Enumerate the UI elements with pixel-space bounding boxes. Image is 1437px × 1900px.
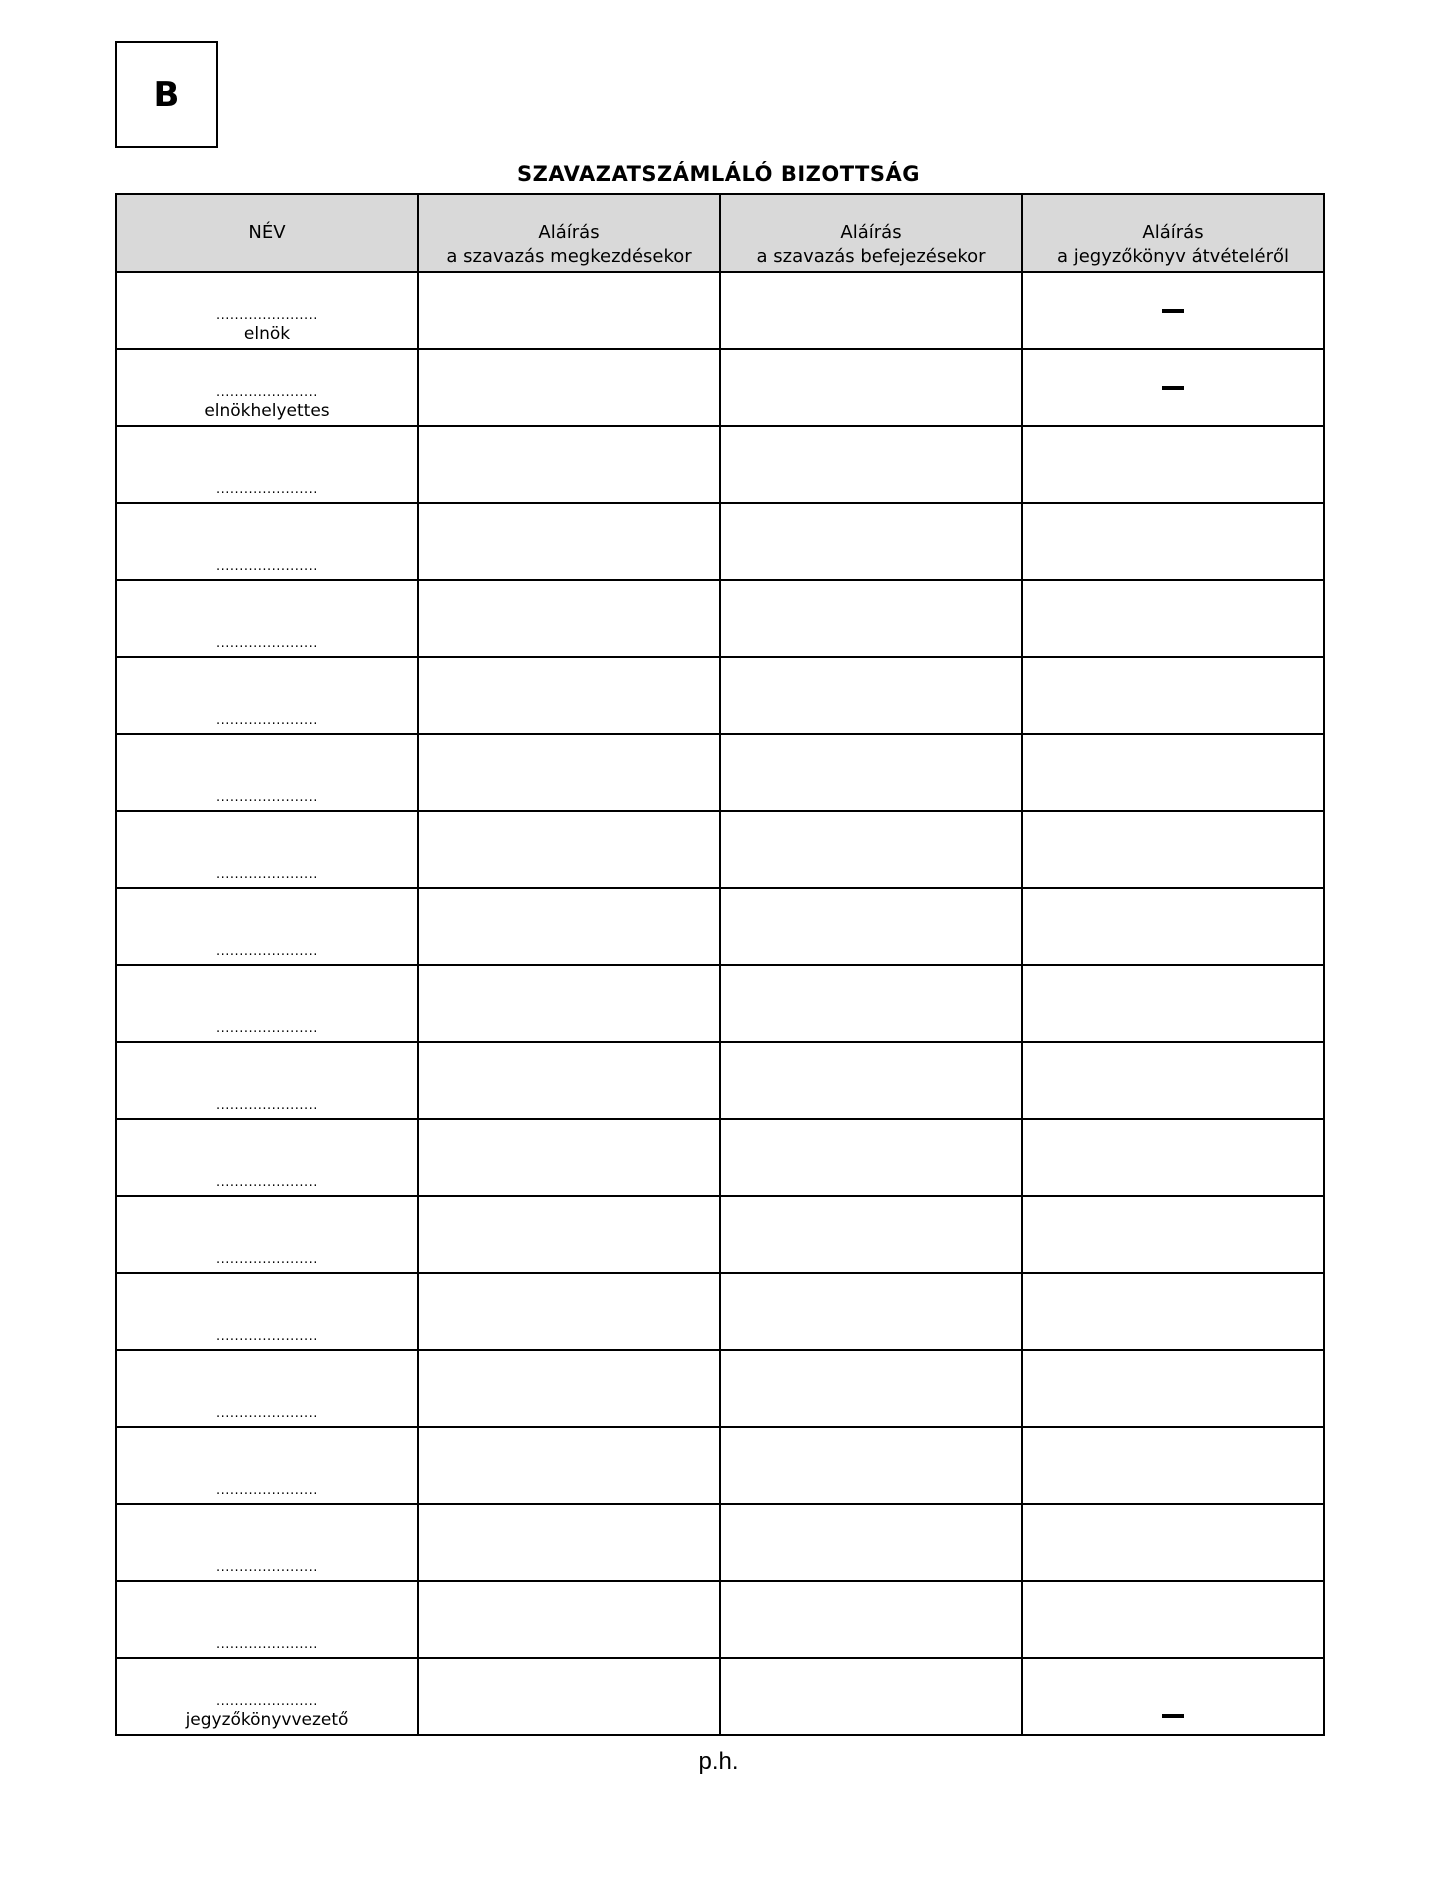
end-signature-cell[interactable] <box>720 580 1022 657</box>
name-cell-content <box>117 1406 417 1426</box>
start-signature-cell[interactable] <box>418 1273 720 1350</box>
name-cell-content <box>117 1483 417 1503</box>
name-cell[interactable] <box>116 1658 418 1735</box>
table-row <box>116 1350 1324 1427</box>
name-dotted-line: ...................... <box>216 1329 318 1344</box>
table-row <box>116 1427 1324 1504</box>
form-letter: B <box>153 74 180 115</box>
end-signature-cell[interactable] <box>720 1196 1022 1273</box>
table-row <box>116 1658 1324 1735</box>
form-letter-box <box>115 41 218 148</box>
name-dotted-line: ...................... <box>216 944 318 959</box>
name-cell-content <box>117 636 417 656</box>
name-cell-content <box>117 1098 417 1118</box>
end-signature-cell[interactable] <box>720 1504 1022 1581</box>
table-row <box>116 1581 1324 1658</box>
end-signature-cell[interactable] <box>720 1581 1022 1658</box>
name-dotted-line: ...................... <box>216 790 318 805</box>
table-row <box>116 811 1324 888</box>
table-row <box>116 1273 1324 1350</box>
name-cell-content <box>117 1329 417 1349</box>
name-cell[interactable] <box>116 657 418 734</box>
name-dotted-line: ...................... <box>216 482 318 497</box>
column-header-line2: a szavazás befejezésekor <box>756 246 986 267</box>
name-dotted-line: ...................... <box>216 1694 318 1709</box>
name-dotted-line: ...................... <box>216 1406 318 1421</box>
table-row <box>116 1504 1324 1581</box>
receipt-signature-cell[interactable] <box>1022 1119 1324 1196</box>
table-row <box>116 965 1324 1042</box>
name-cell[interactable] <box>116 580 418 657</box>
end-signature-cell[interactable] <box>720 657 1022 734</box>
receipt-signature-cell[interactable] <box>1022 1042 1324 1119</box>
receipt-signature-cell[interactable] <box>1022 349 1324 426</box>
end-signature-cell[interactable] <box>720 1042 1022 1119</box>
end-signature-cell[interactable] <box>720 503 1022 580</box>
start-signature-cell[interactable] <box>418 734 720 811</box>
name-dotted-line: ...................... <box>216 867 318 882</box>
table-body <box>116 272 1324 1735</box>
name-cell[interactable] <box>116 1581 418 1658</box>
receipt-signature-cell[interactable] <box>1022 503 1324 580</box>
table-header-row <box>116 194 1324 272</box>
start-signature-cell[interactable] <box>418 349 720 426</box>
role-label: jegyzőkönyvvezető <box>185 1710 349 1730</box>
receipt-signature-cell[interactable] <box>1022 811 1324 888</box>
name-dotted-line: ...................... <box>216 1637 318 1652</box>
table-row <box>116 1196 1324 1273</box>
table-row <box>116 503 1324 580</box>
name-dotted-line: ...................... <box>216 559 318 574</box>
name-cell-content <box>117 790 417 810</box>
name-cell[interactable] <box>116 1504 418 1581</box>
name-cell-content <box>117 867 417 887</box>
start-signature-cell[interactable] <box>418 1581 720 1658</box>
receipt-signature-cell[interactable] <box>1022 1196 1324 1273</box>
receipt-signature-cell[interactable] <box>1022 1658 1324 1735</box>
start-signature-cell[interactable] <box>418 1658 720 1735</box>
table-row <box>116 888 1324 965</box>
start-signature-cell[interactable] <box>418 580 720 657</box>
name-cell-content <box>117 713 417 733</box>
role-label: elnök <box>243 324 291 344</box>
column-header-start-signature <box>418 194 720 272</box>
end-signature-cell[interactable] <box>720 1658 1022 1735</box>
start-signature-cell[interactable] <box>418 1504 720 1581</box>
table-row <box>116 734 1324 811</box>
start-signature-cell[interactable] <box>418 1350 720 1427</box>
committee-signature-table <box>115 193 1325 1736</box>
name-cell-content <box>117 308 417 348</box>
start-signature-cell[interactable] <box>418 965 720 1042</box>
page-title: SZAVAZATSZÁMLÁLÓ BIZOTTSÁG <box>516 162 920 186</box>
receipt-signature-cell[interactable] <box>1022 1504 1324 1581</box>
name-cell[interactable] <box>116 503 418 580</box>
start-signature-cell[interactable] <box>418 1196 720 1273</box>
end-signature-cell[interactable] <box>720 1119 1022 1196</box>
start-signature-cell[interactable] <box>418 811 720 888</box>
name-cell[interactable] <box>116 811 418 888</box>
name-cell-content <box>117 1175 417 1195</box>
name-cell[interactable] <box>116 965 418 1042</box>
receipt-signature-cell[interactable] <box>1022 1350 1324 1427</box>
name-cell[interactable] <box>116 272 418 349</box>
end-signature-cell[interactable] <box>720 888 1022 965</box>
name-dotted-line: ...................... <box>216 1175 318 1190</box>
table-row <box>116 349 1324 426</box>
end-signature-cell[interactable] <box>720 1273 1022 1350</box>
name-dotted-line: ...................... <box>216 385 318 400</box>
receipt-signature-cell[interactable] <box>1022 580 1324 657</box>
name-cell-content <box>117 1637 417 1657</box>
end-signature-cell[interactable] <box>720 811 1022 888</box>
name-cell[interactable] <box>116 1427 418 1504</box>
table-row <box>116 1119 1324 1196</box>
receipt-signature-cell[interactable] <box>1022 734 1324 811</box>
name-cell[interactable] <box>116 426 418 503</box>
name-cell-content <box>117 1694 417 1734</box>
name-dotted-line: ...................... <box>216 1252 318 1267</box>
column-header-line2: a szavazás megkezdésekor <box>446 246 692 267</box>
end-signature-cell[interactable] <box>720 349 1022 426</box>
start-signature-cell[interactable] <box>418 1042 720 1119</box>
dash-mark <box>1162 1714 1184 1718</box>
role-label: elnökhelyettes <box>204 401 330 421</box>
name-dotted-line: ...................... <box>216 1098 318 1113</box>
start-signature-cell[interactable] <box>418 1119 720 1196</box>
dash-mark <box>1162 386 1184 390</box>
name-cell-content <box>117 1021 417 1041</box>
table-row <box>116 426 1324 503</box>
start-signature-cell[interactable] <box>418 657 720 734</box>
table-row <box>116 272 1324 349</box>
name-cell-content <box>117 944 417 964</box>
start-signature-cell[interactable] <box>418 888 720 965</box>
receipt-signature-cell[interactable] <box>1022 1427 1324 1504</box>
column-header-name <box>116 194 418 272</box>
table-row <box>116 580 1324 657</box>
receipt-signature-cell[interactable] <box>1022 272 1324 349</box>
end-signature-cell[interactable] <box>720 734 1022 811</box>
start-signature-cell[interactable] <box>418 426 720 503</box>
name-cell-content <box>117 559 417 579</box>
name-cell-content <box>117 1252 417 1272</box>
table-row <box>116 1042 1324 1119</box>
name-dotted-line: ...................... <box>216 713 318 728</box>
name-cell-content <box>117 1560 417 1580</box>
receipt-signature-cell[interactable] <box>1022 888 1324 965</box>
name-dotted-line: ...................... <box>216 1560 318 1575</box>
receipt-signature-cell[interactable] <box>1022 426 1324 503</box>
name-dotted-line: ...................... <box>216 1483 318 1498</box>
name-cell[interactable] <box>116 349 418 426</box>
start-signature-cell[interactable] <box>418 503 720 580</box>
receipt-signature-cell[interactable] <box>1022 1581 1324 1658</box>
name-dotted-line: ...................... <box>216 636 318 651</box>
dash-mark <box>1162 309 1184 313</box>
column-header-line1: NÉV <box>248 222 286 243</box>
receipt-signature-cell[interactable] <box>1022 1273 1324 1350</box>
name-cell-content <box>117 385 417 425</box>
column-header-line1: Aláírás <box>1142 222 1204 243</box>
end-signature-cell[interactable] <box>720 1427 1022 1504</box>
name-cell[interactable] <box>116 1196 418 1273</box>
name-dotted-line: ...................... <box>216 308 318 323</box>
column-header-line1: Aláírás <box>538 222 600 243</box>
name-dotted-line: ...................... <box>216 1021 318 1036</box>
end-signature-cell[interactable] <box>720 426 1022 503</box>
name-cell[interactable] <box>116 1042 418 1119</box>
name-cell[interactable] <box>116 1273 418 1350</box>
end-signature-cell[interactable] <box>720 272 1022 349</box>
name-cell[interactable] <box>116 1350 418 1427</box>
start-signature-cell[interactable] <box>418 272 720 349</box>
table-row <box>116 657 1324 734</box>
name-cell-content <box>117 482 417 502</box>
name-cell[interactable] <box>116 1119 418 1196</box>
column-header-line1: Aláírás <box>840 222 902 243</box>
end-signature-cell[interactable] <box>720 1350 1022 1427</box>
receipt-signature-cell[interactable] <box>1022 965 1324 1042</box>
stamp-label: p.h. <box>698 1748 739 1775</box>
column-header-receipt-signature <box>1022 194 1324 272</box>
column-header-end-signature <box>720 194 1022 272</box>
start-signature-cell[interactable] <box>418 1427 720 1504</box>
receipt-signature-cell[interactable] <box>1022 657 1324 734</box>
column-header-line2: a jegyzőkönyv átvételéről <box>1056 246 1290 267</box>
end-signature-cell[interactable] <box>720 965 1022 1042</box>
name-cell[interactable] <box>116 734 418 811</box>
name-cell[interactable] <box>116 888 418 965</box>
